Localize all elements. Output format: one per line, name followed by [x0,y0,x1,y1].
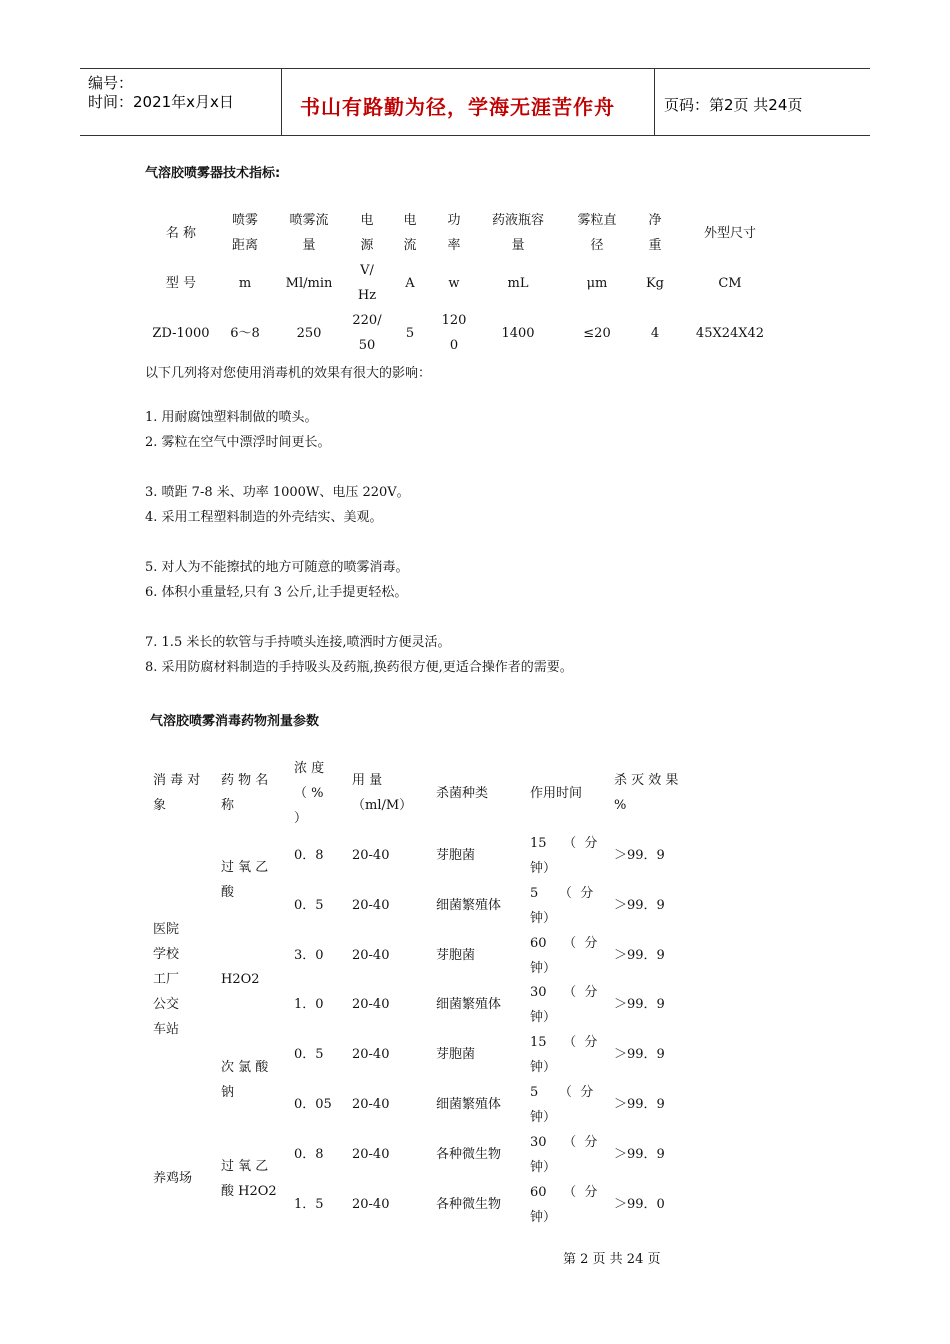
feature-item: 3. 喷距 7-8 米、功率 1000W、电压 220V。 [145,485,410,500]
row-effect: ＞99．9 [614,1097,665,1112]
spec-cell: 45X24X42 [695,325,765,341]
spec-cell: 5 [405,325,415,341]
row-amount: 20-40 [352,947,390,963]
feature-item: 4. 采用工程塑料制造的外壳结实、美观。 [145,510,383,525]
header-drug: 药 物 名 称 [221,773,269,813]
header-bottom-border [80,135,870,136]
row-concentration: 0．5 [294,897,324,913]
spec-cell: 雾粒直 径 [577,213,617,253]
header-time: 作用时间 [530,786,583,801]
spec-cell: 电 流 [403,213,417,253]
serial-label: 编号： [88,74,134,92]
spec-cell: 电 源 [360,213,374,253]
spec-cell: 4 [650,325,660,341]
spec-cell: 型 号 [165,275,197,291]
row-species: 芽胞菌 [436,848,476,863]
row-time: 15 （ 分 钟） [530,836,598,876]
spec-title: 气溶胶喷雾器技术指标: [145,166,281,181]
drug-name: 次 氯 酸 钠 [221,1060,269,1100]
row-effect: ＞99．9 [614,1047,665,1063]
target-hospital: 医院 学校 工厂 公交 车站 [153,922,180,1037]
row-species: 芽胞菌 [436,1047,476,1063]
row-species: 各种微生物 [436,1196,502,1212]
row-species: 细菌繁殖体 [436,897,502,913]
row-amount: 20-40 [352,848,390,863]
intro-text: 以下几列将对您使用消毒机的效果有很大的影响： [145,366,432,381]
date-label: 时间：2021年x月x日 [88,93,234,111]
row-concentration: 3．0 [294,947,324,963]
row-amount: 20-40 [352,997,390,1013]
row-effect: ＞99．9 [614,848,665,863]
row-effect: ＞99．0 [614,1196,665,1212]
row-species: 芽胞菌 [436,947,476,963]
spec-cell: 净 重 [648,213,662,253]
spec-cell: CM [718,275,742,291]
spec-cell: w [448,275,460,291]
spec-cell: ZD-1000 [152,325,210,341]
row-time: 30 （ 分 钟） [530,985,598,1026]
target-farm: 养鸡场 [153,1171,193,1186]
spec-cell: μm [586,275,608,291]
spec-cell: 喷雾流 量 [289,213,329,253]
row-concentration: 1．5 [294,1196,324,1212]
row-time: 60 （ 分 钟） [530,935,598,976]
row-species: 细菌繁殖体 [436,997,502,1013]
spec-cell: 1400 [501,325,535,341]
row-time: 15 （ 分 钟） [530,1035,598,1076]
feature-item: 1. 用耐腐蚀塑料制做的喷头。 [145,410,318,425]
drug-name: H2O2 [221,972,260,987]
row-amount: 20-40 [352,897,390,913]
spec-cell: 药液瓶容 量 [491,213,544,253]
spec-cell: 250 [296,325,322,341]
spec-cell: 名 称 [165,225,197,241]
header-top-border [80,68,870,69]
header-divider-left [281,68,282,135]
row-time: 5 （ 分 钟） [530,1085,594,1125]
row-concentration: 0．8 [294,848,324,863]
header-target: 消 毒 对 象 [153,773,201,813]
dosage-title: 气溶胶喷雾消毒药物剂量参数 [150,714,320,729]
spec-cell: m [238,275,252,291]
row-concentration: 0．8 [294,1146,324,1162]
row-time: 60 （ 分 钟） [530,1184,598,1225]
row-amount: 20-40 [352,1047,390,1063]
row-time: 5 （ 分 钟） [530,885,594,926]
row-effect: ＞99．9 [614,1146,665,1162]
spec-cell: ≤20 [583,325,611,341]
page-footer: 第 2 页 共 24 页 [563,1252,661,1267]
row-concentration: 0．05 [294,1097,332,1112]
row-time: 30 （ 分 钟） [530,1134,598,1175]
spec-cell: A [405,275,415,291]
row-amount: 20-40 [352,1146,390,1162]
spec-cell: 功 率 [447,213,461,253]
row-effect: ＞99．9 [614,997,665,1013]
motto: 书山有路勤为径，学海无涯苦作舟 [300,95,615,119]
feature-item: 5. 对人为不能擦拭的地方可随意的喷雾消毒。 [145,560,409,575]
row-amount: 20-40 [352,1097,390,1112]
row-effect: ＞99．9 [614,897,665,913]
row-concentration: 0．5 [294,1047,324,1063]
row-concentration: 1．0 [294,997,324,1013]
feature-item: 7. 1.5 米长的软管与手持喷头连接,喷洒时方便灵活。 [145,635,451,650]
spec-cell: 6～8 [230,325,260,341]
page-label: 页码：第2页 共24页 [664,96,803,114]
header-divider-right [654,68,655,135]
spec-cell: 外型尺寸 [703,225,756,241]
drug-name: 过 氧 乙 酸 [221,860,269,900]
spec-cell: 喷雾 距离 [231,213,258,253]
spec-cell: V/ Hz [357,263,377,303]
feature-item: 6. 体积小重量轻,只有 3 公斤,让手提更轻松。 [145,585,408,600]
spec-cell: 120 0 [441,313,467,353]
row-effect: ＞99．9 [614,947,665,963]
header-amount: 用 量 （ml/M） [352,773,413,813]
row-amount: 20-40 [352,1196,390,1212]
spec-cell: Ml/min [285,275,333,291]
header-concentration: 浓 度 （ % ） [294,761,325,826]
spec-cell: 220/ 50 [352,313,382,353]
drug-name: 过 氧 乙 酸 H2O2 [221,1159,277,1199]
spec-cell: mL [507,275,529,291]
header-species: 杀菌种类 [436,786,489,801]
row-species: 各种微生物 [436,1146,502,1162]
header-effect: 杀 灭 效 果 % [614,773,679,813]
feature-item: 8. 采用防腐材料制造的手持吸头及药瓶,换药很方便,更适合操作者的需要。 [145,660,573,675]
spec-cell: Kg [645,275,665,291]
feature-item: 2. 雾粒在空气中漂浮时间更长。 [145,435,331,450]
row-species: 细菌繁殖体 [436,1097,502,1112]
